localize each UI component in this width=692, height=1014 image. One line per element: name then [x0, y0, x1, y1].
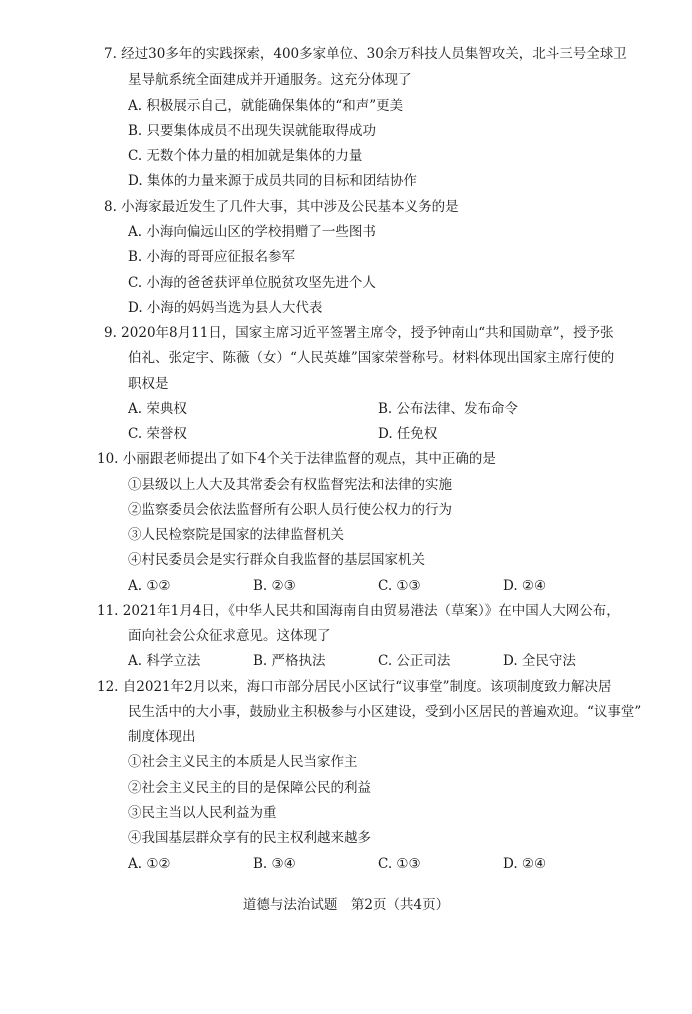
q10-item-4: ④村民委员会是实行群众自我监督的基层国家机关 [128, 552, 425, 568]
q8-stem-line1: 8. 小海家最近发生了几件大事，其中涉及公民基本义务的是 [104, 199, 459, 215]
q8-option-d: D. 小海的妈妈当选为县人大代表 [128, 300, 323, 316]
q9-option-a: A. 荣典权 [128, 401, 187, 417]
q11-option-d: D. 全民守法 [503, 653, 576, 669]
q9-stem-line2: 伯礼、张定宇、陈薇（女）“人民英雄”国家荣誉称号。材料体现出国家主席行使的 [128, 350, 615, 366]
q10-option-d: D. ②④ [503, 578, 547, 594]
q12-option-c: C. ①③ [378, 856, 421, 872]
q12-stem-line2: 民生活中的大小事，鼓励业主积极参与小区建设，受到小区居民的普遍欢迎。“议事堂” [128, 704, 642, 720]
q11-option-a: A. 科学立法 [128, 653, 201, 669]
q10-item-1: ①县级以上人大及其常委会有权监督宪法和法律的实施 [128, 477, 452, 493]
q12-option-a: A. ①② [128, 856, 171, 872]
q10-stem-line1: 10. 小丽跟老师提出了如下4个关于法律监督的观点，其中正确的是 [97, 451, 496, 467]
page-footer: 道德与法治试题 第2页（共4页） [242, 897, 450, 913]
q11-option-b: B. 严格执法 [253, 653, 326, 669]
q7-option-a: A. 积极展示自己，就能确保集体的“和声”更美 [128, 98, 404, 114]
q7-stem-line2: 星导航系统全面建成并开通服务。这充分体现了 [128, 72, 412, 88]
q10-option-c: C. ①③ [378, 578, 421, 594]
q11-stem-line2: 面向社会公众征求意见。这体现了 [128, 628, 331, 644]
q11-option-c: C. 公正司法 [378, 653, 451, 669]
q12-item-2: ②社会主义民主的目的是保障公民的利益 [128, 780, 371, 796]
q12-stem-line1: 12. 自2021年2月以来，海口市部分居民小区试行“议事堂”制度。该项制度致力解决居 [97, 679, 612, 695]
q7-option-b: B. 只要集体成员不出现失误就能取得成功 [128, 123, 377, 139]
q12-stem-line3: 制度体现出 [128, 729, 196, 745]
q7-option-d: D. 集体的力量来源于成员共同的目标和团结协作 [128, 173, 417, 189]
q8-option-a: A. 小海向偏远山区的学校捐赠了一些图书 [128, 224, 376, 240]
q11-stem-line1: 11. 2021年1月4日，《中华人民共和国海南自由贸易港法（草案）》在中国人大网公布， [97, 603, 620, 619]
q9-stem-line1: 9. 2020年8月11日，国家主席习近平签署主席令，授予钟南山“共和国勋章”，授予张 [104, 325, 614, 341]
q12-option-d: D. ②④ [503, 856, 547, 872]
q10-item-2: ②监察委员会依法监督所有公职人员行使公权力的行为 [128, 502, 452, 518]
q10-option-b: B. ②③ [253, 578, 296, 594]
q9-option-c: C. 荣誉权 [128, 426, 187, 442]
q7-stem-line1: 7. 经过30多年的实践探索，400多家单位、30余万科技人员集智攻关，北斗三号全球卫 [104, 46, 627, 62]
q10-item-3: ③人民检察院是国家的法律监督机关 [128, 527, 344, 543]
q12-option-b: B. ③④ [253, 856, 296, 872]
q12-item-1: ①社会主义民主的本质是人民当家作主 [128, 754, 358, 770]
q12-item-3: ③民主当以人民利益为重 [128, 805, 277, 821]
q8-option-b: B. 小海的哥哥应征报名参军 [128, 249, 296, 265]
q7-option-c: C. 无数个体力量的相加就是集体的力量 [128, 148, 363, 164]
q10-option-a: A. ①② [128, 578, 171, 594]
q9-option-d: D. 任免权 [378, 426, 438, 442]
q12-item-4: ④我国基层群众享有的民主权利越来越多 [128, 830, 371, 846]
q9-option-b: B. 公布法律、发布命令 [378, 401, 519, 417]
q8-option-c: C. 小海的爸爸获评单位脱贫攻坚先进个人 [128, 275, 376, 291]
q9-stem-line3: 职权是 [128, 376, 169, 392]
